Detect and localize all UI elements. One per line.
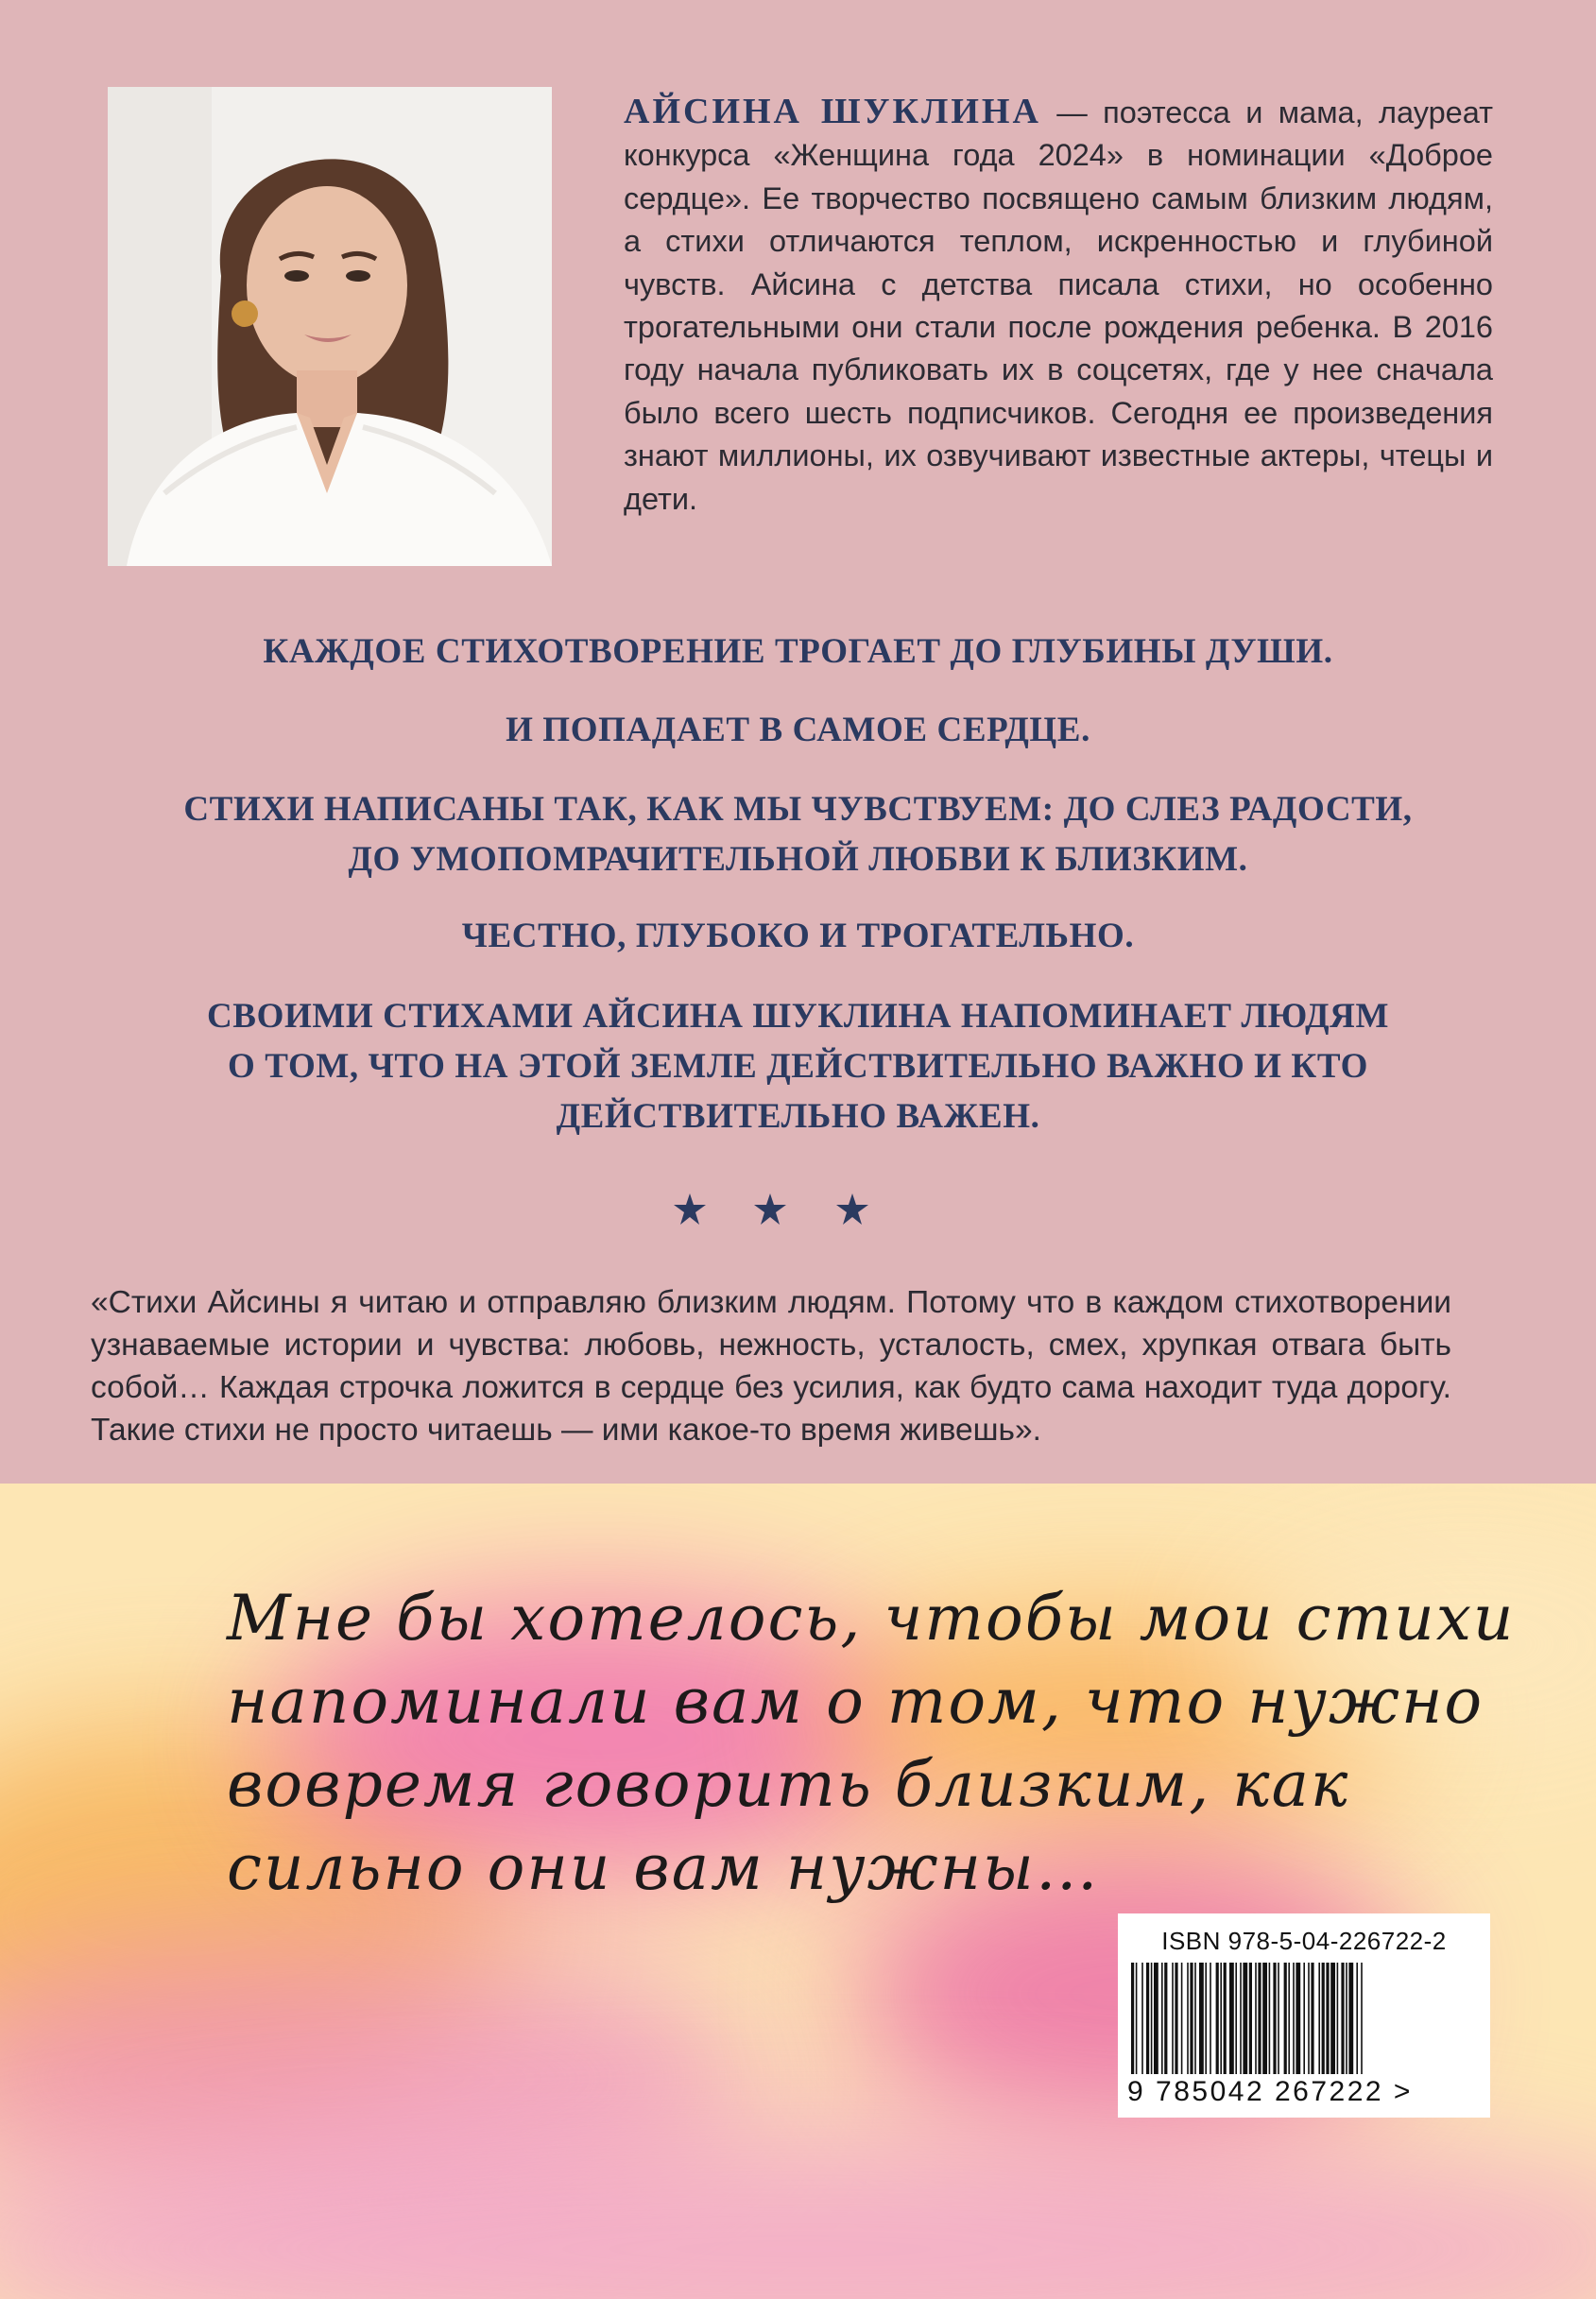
author-bio-text: — поэтесса и мама, лауреат конкурса «Женщина года 2024» в номинации «Доброе сердце». Ее творчество посвящено самым близким людям, а стихи отличаются теплом, искренностью и глубиной чувств. Айсина с детства писала стихи, но особенно трогательными они стали после рождения ребенка. В 2016 году начала публиковать их в соцсетях, где у нее сначала было всего шесть подписчиков. Сегодня ее произведения знают миллионы, их озвучивают известные актеры, чтецы и дети. bbox=[624, 95, 1494, 516]
star-icon bbox=[754, 1193, 786, 1225]
author-portrait-image bbox=[108, 87, 552, 566]
barcode-bar bbox=[1164, 1963, 1167, 2074]
barcode-bar bbox=[1337, 1963, 1339, 2074]
barcode-bar bbox=[1258, 1963, 1261, 2074]
barcode-bar bbox=[1278, 1963, 1279, 2074]
barcode-bar bbox=[1361, 1963, 1363, 2074]
barcode-bar bbox=[1269, 1963, 1271, 2074]
barcode-bar bbox=[1161, 1963, 1163, 2074]
pitch-p5-line2: О ТОМ, ЧТО НА ЭТОЙ ЗЕМЛЕ ДЕЙСТВИТЕЛЬНО ВАЖНО И КТО bbox=[227, 1047, 1369, 1086]
barcode-bar bbox=[1311, 1963, 1313, 2074]
barcode-bar bbox=[1146, 1963, 1149, 2074]
barcode-bar bbox=[1240, 1963, 1242, 2074]
star-icon bbox=[674, 1193, 706, 1225]
barcode-bar bbox=[1151, 1963, 1153, 2074]
barcode-bar bbox=[1296, 1963, 1300, 2074]
barcode-bar bbox=[1249, 1963, 1252, 2074]
barcode-bar bbox=[1273, 1963, 1276, 2074]
barcode-bar bbox=[1181, 1963, 1183, 2074]
handwriting-line-2: напоминали вам о том, что нужно bbox=[227, 1665, 1484, 1738]
barcode-bar bbox=[1284, 1963, 1287, 2074]
pitch-line-2 bbox=[94, 705, 1502, 755]
author-name: АЙСИНА ШУКЛИНА bbox=[624, 92, 1041, 131]
barcode-bar bbox=[1293, 1963, 1295, 2074]
pitch-p3-line1: СТИХИ НАПИСАНЫ ТАК, КАК МЫ ЧУВСТВУЕМ: ДО СЛЕЗ РАДОСТИ, bbox=[183, 790, 1413, 829]
barcode-box bbox=[1118, 1913, 1490, 2118]
barcode-bar bbox=[1187, 1963, 1189, 2074]
pitch-block-5 bbox=[94, 991, 1502, 1141]
barcode-bar bbox=[1288, 1963, 1290, 2074]
pitch-p4: ЧЕСТНО, ГЛУБОКО И ТРОГАТЕЛЬНО. bbox=[461, 917, 1135, 955]
pitch-p5-line3: ДЕЙСТВИТЕЛЬНО ВАЖЕН. bbox=[556, 1097, 1040, 1136]
barcode-bar bbox=[1199, 1963, 1204, 2074]
review-quote: «Стихи Айсины я читаю и отправляю близким людям. Потому что в каждом стихотворении узнаваемые истории и чувства: любовь, нежность, усталость, смех, хрупкая отвага быть собой… Каждая строчка ложится в сердце без усилия, как будто сама находит туда дорогу. Такие стихи не просто читаешь — ими какое-то время живешь». bbox=[91, 1285, 1451, 1448]
barcode-bar bbox=[1330, 1963, 1335, 2074]
star-divider bbox=[0, 1186, 1596, 1233]
barcode-bar bbox=[1262, 1963, 1267, 2074]
barcode-bar bbox=[1348, 1963, 1353, 2074]
isbn-label: ISBN 978-5-04-226722-2 bbox=[1161, 1927, 1447, 1955]
pitch-p5-line1: СВОИМИ СТИХАМИ АЙСИНА ШУКЛИНА НАПОМИНАЕТ ЛЮДЯМ bbox=[206, 997, 1390, 1036]
barcode-bar bbox=[1175, 1963, 1177, 2074]
pitch-p1: КАЖДОЕ СТИХОТВОРЕНИЕ ТРОГАЕТ ДО ГЛУБИНЫ ДУШИ. bbox=[263, 632, 1333, 671]
barcode-bar bbox=[1356, 1963, 1358, 2074]
barcode-bar bbox=[1194, 1963, 1196, 2074]
barcode-bar bbox=[1131, 1963, 1134, 2074]
gradient-panel bbox=[0, 1484, 1596, 2299]
barcode-bar bbox=[1229, 1963, 1234, 2074]
barcode-icon bbox=[1131, 1963, 1477, 2074]
star-icon bbox=[836, 1193, 868, 1225]
barcode-bar bbox=[1303, 1963, 1305, 2074]
handwritten-note bbox=[0, 1484, 1596, 2299]
barcode-bar bbox=[1224, 1963, 1227, 2074]
barcode-bar bbox=[1205, 1963, 1207, 2074]
pitch-p2: И ПОПАДАЕТ В САМОЕ СЕРДЦЕ. bbox=[506, 711, 1090, 749]
author-photo bbox=[108, 87, 552, 566]
barcode-bar bbox=[1141, 1963, 1143, 2074]
pitch-line-4 bbox=[94, 911, 1502, 961]
handwriting-line-3: вовремя говорить близким, как bbox=[227, 1748, 1350, 1821]
barcode-bar bbox=[1243, 1963, 1247, 2074]
handwriting-line-1: Мне бы хотелось, чтобы мои стихи bbox=[227, 1582, 1516, 1655]
pitch-line-1 bbox=[94, 626, 1502, 677]
barcode-bar bbox=[1322, 1963, 1325, 2074]
barcode-bar bbox=[1308, 1963, 1310, 2074]
handwriting-line-4: сильно они вам нужны… bbox=[227, 1831, 1100, 1904]
barcode-bar bbox=[1220, 1963, 1222, 2074]
barcode-bar bbox=[1235, 1963, 1237, 2074]
barcode-bar bbox=[1136, 1963, 1138, 2074]
pitch-block-3 bbox=[94, 784, 1502, 884]
barcode-bar bbox=[1326, 1963, 1329, 2074]
barcode-bar bbox=[1341, 1963, 1344, 2074]
barcode-bar bbox=[1216, 1963, 1219, 2074]
barcode-bar bbox=[1346, 1963, 1347, 2074]
barcode-bar bbox=[1210, 1963, 1211, 2074]
barcode-bar bbox=[1255, 1963, 1257, 2074]
barcode-digits: 9 785042 267222 > bbox=[1127, 2076, 1413, 2107]
author-bio bbox=[624, 91, 1493, 521]
barcode-bar bbox=[1318, 1963, 1320, 2074]
pitch-p3-line2: ДО УМОПОМРАЧИТЕЛЬНОЙ ЛЮБВИ К БЛИЗКИМ. bbox=[348, 840, 1248, 879]
barcode-bar bbox=[1190, 1963, 1193, 2074]
barcode-bar bbox=[1172, 1963, 1174, 2074]
barcode-bar bbox=[1154, 1963, 1158, 2074]
